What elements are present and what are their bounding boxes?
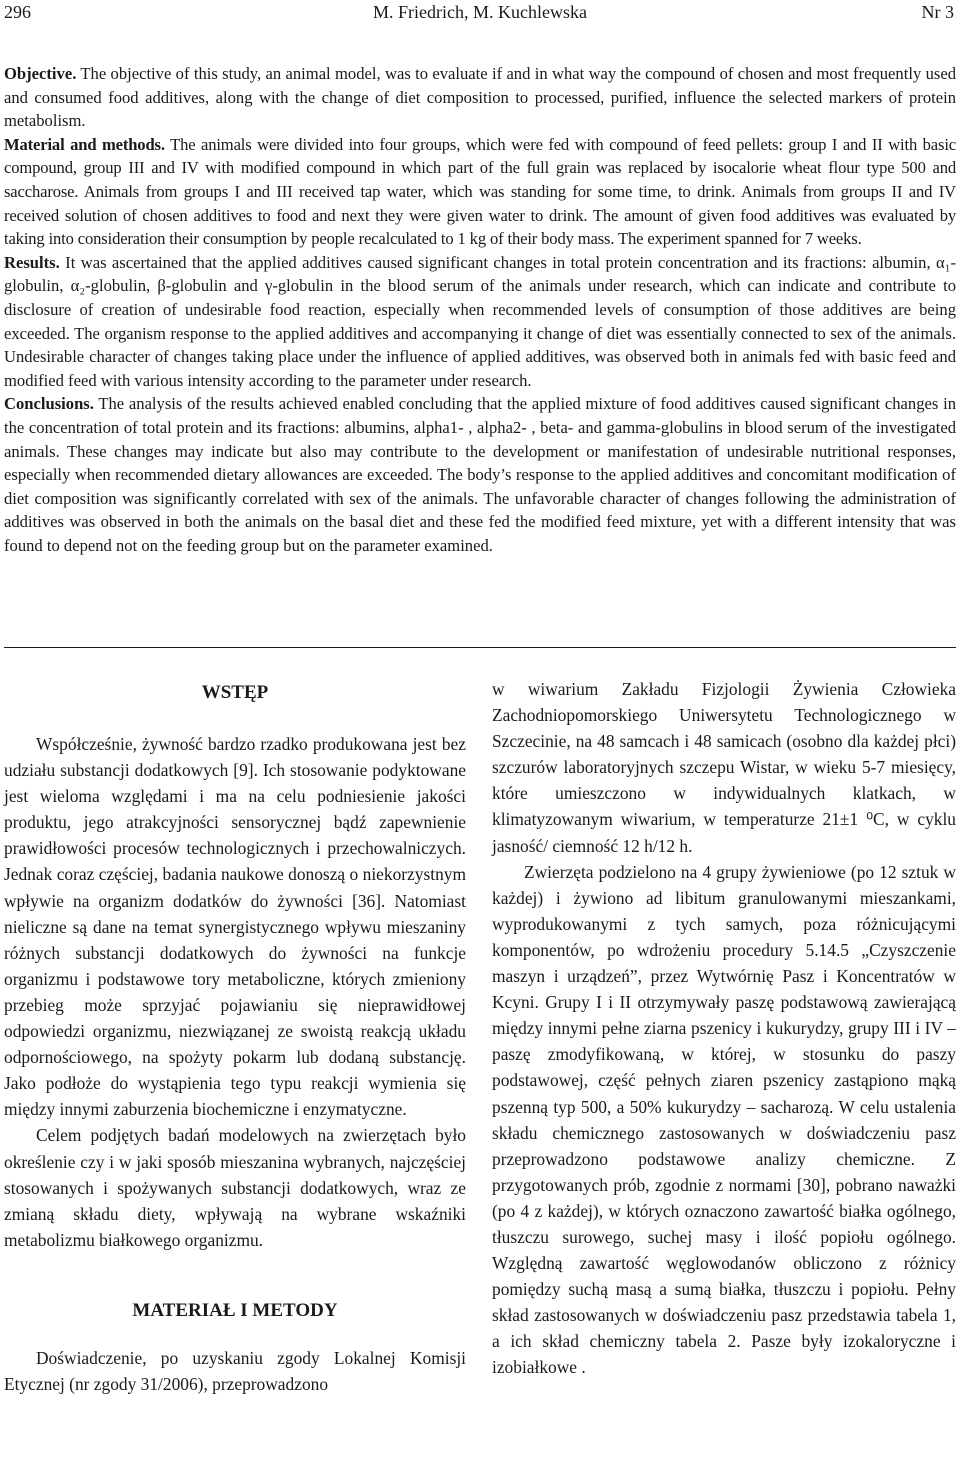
section-divider xyxy=(4,647,956,648)
abstract-methods xyxy=(4,133,956,251)
objective-text: The objective of this study, an animal model, was to evaluate if and in what way the compound of chosen and most frequently used and consumed food additives, along with the change of diet composition to processed, purified, influence the selected markers of protein metabolism. xyxy=(4,64,956,131)
right-column xyxy=(492,676,956,1381)
abstract-objective xyxy=(4,62,956,133)
conclusions-text: The analysis of the results achieved enabled concluding that the applied mixture of food additives caused significant changes in the concentration of total protein and its fractions: albumins, alpha1- , alpha2- , beta- and gamma-globulins in blood serum of the investigated animals. These changes may indicate but also may contribute to the development or manifestation of undesirable nutritional responses, especially when recommended dietary allowances are exceeded. The body’s response to the applied additives and concomitant modification of diet composition was significantly correlated with sex of the animals. The unfavorable character of changes following the administration of additives was observed in both the animals on the basal diet and these fed the modified feed mixture, yet with a different intensity that was found to depend not on the feeding group but on the parameter examined. xyxy=(4,394,956,555)
page-number: 296 xyxy=(4,2,31,22)
section-heading-introduction: WSTĘP xyxy=(201,682,269,703)
methods-paragraph-1-continued: w wiwarium Zakładu Fizjologii Żywienia Człowieka Zachodniopomorskiego Uniwersytetu Technologicznego w Szczecinie, na 48 samcach i 48 samicach (osobno dla każdej płci) szczurów laboratoryjnych szczepu Wistar, w wieku 5-7 miesięcy, które umieszczono w indywidualnych klatkach, w klimatyzowanym wiwarium, w temperaturze 21±1 ⁰C, w cyklu jasność/ ciemność 12 h/12 h. xyxy=(492,679,956,856)
intro-paragraph-1: Współcześnie, żywność bardzo rzadko produkowana jest bez udziału substancji dodatkowych [9]. Ich stosowanie podyktowane jest wieloma względami i ma na celu podniesienie jakości produktu, jego atrakcyjności sensorycznej bądź zapewnienie prawidłowości procesów technologicznych i przechowalniczych. Jednak coraz częściej, badania naukowe donoszą o niekorzystnym wpływie na organizm dodatków do żywności [36]. Natomiast nieliczne są dane na temat synergistycznego wpływu mieszaniny różnych substancji dodatkowych do żywności na funkcje organizmu i podstawowe tory metaboliczne, których zmieniony przebieg może sprzyjać pojawianiu się nieprawidłowej odpowiedzi organizmu, niezwiązanej ze swoistą reakcją układu odpornościowego, na spożyty pokarm lub dodaną substancję. Jako podłoże do wystąpienia tego typu reakcji wymienia się między innymi zaburzenia biochemiczne i enzymatyczne. xyxy=(4,734,466,1120)
methods-paragraph-2: Zwierzęta podzielono na 4 grupy żywieniowe (po 12 sztuk w każdej) i żywiono ad libitum granulowanymi mieszankami, wyprodukowanymi z tych samych, poza różnicującymi komponentów, po wdrożeniu procedury 5.14.5 „Czyszczenie maszyn i urządzeń”, przez Wytwórnię Pasz i Koncentratów w Kcyni. Grupy I i II otrzymywały paszę podstawową zawierającą między innymi pełne ziarna pszenicy i kukurydzy, grupy III i IV – paszę zmodyfikowaną, w której, w stosunku do paszy podstawowej, część pełnych ziaren pszenicy zastąpiono mąką pszenną typ 500, a 50% kukurydzy – sacharozą. W celu ustalenia składu chemicznego zastosowanych w doświadczeniu pasz przeprowadzono podstawowe analizy chemiczne. Z przygotowanych prób, zgodnie z normami [30], pobrano naważki (po 4 z każdej), w których oznaczono zawartość białka ogólnego, tłuszczu surowego, suchej masy i ilość popiołu ogólnego. Względną zawartość węglowodanów obliczono z różnicy pomiędzy suchą masą a sumą białka, tłuszczu i popiołu. Pełny skład zastosowanych w doświadczeniu pasz przedstawia tabela 1, a ich skład chemiczny tabela 2. Pasze były izokaloryczne i izobiałkowe . xyxy=(492,861,956,1378)
methods-label: Material and methods. xyxy=(4,134,165,154)
conclusions-label: Conclusions. xyxy=(4,394,94,414)
abstract-results xyxy=(4,251,956,393)
abstract-conclusions xyxy=(4,392,956,557)
methods-text: The animals were divided into four groups, which were fed with compound of feed pellets: group I and II with basic compound, group III and IV with modified compound in which part of the full grain was replaced by isocalorie wheat flour type 500 and saccharose. Animals from groups I and III received tap water, which was standing for some time, to drink. Animals from groups II and IV received solution of chosen additives to food and next they were given water to drink. The amount of given food additives was evaluated by taking into consideration their consumption by people recalculated to 1 kg of their body mass. The experiment spanned for 7 weeks. xyxy=(4,134,956,249)
section-heading-methods: MATERIAŁ I METODY xyxy=(132,1299,338,1321)
results-label: Results. xyxy=(4,252,60,272)
results-text: It was ascertained that the applied additives caused significant changes in total protein concentration and its fractions: albumin, α₁-globulin, α₂-globulin, β-globulin and γ-globulin in the blood serum of the animals under research, which can indicate and contribute to disclosure of creation of undesirable food reaction, especially when recommended levels of consumption of those additives are being exceeded. The organism response to the applied additives and accompanying it change of diet was essentially connected to sex of the animals. Undesirable character of changes taking place under the influence of applied additives, was observed both in animals fed with basic feed and modified feed with various intensity according to the parameter under research. xyxy=(4,252,956,390)
running-header xyxy=(0,0,960,24)
running-authors: M. Friedrich, M. Kuchlewska xyxy=(373,2,587,22)
methods-paragraph-1: Doświadczenie, po uzyskaniu zgody Lokalnej Komisji Etycznej (nr zgody 31/2006), przeprowadzono xyxy=(4,1347,466,1394)
issue-number: Nr 3 xyxy=(921,2,954,22)
left-column xyxy=(4,675,466,1397)
english-abstract xyxy=(4,62,956,557)
objective-label: Objective. xyxy=(4,64,77,83)
intro-paragraph-2: Celem podjętych badań modelowych na zwierzętach było określenie czy i w jaki sposób mieszanina wybranych, najczęściej stosowanych i spożywanych substancji dodatkowych, wraz ze zmianą składu diety, wpływają na wybrane wskaźniki metabolizmu białkowego organizmu. xyxy=(4,1125,466,1250)
